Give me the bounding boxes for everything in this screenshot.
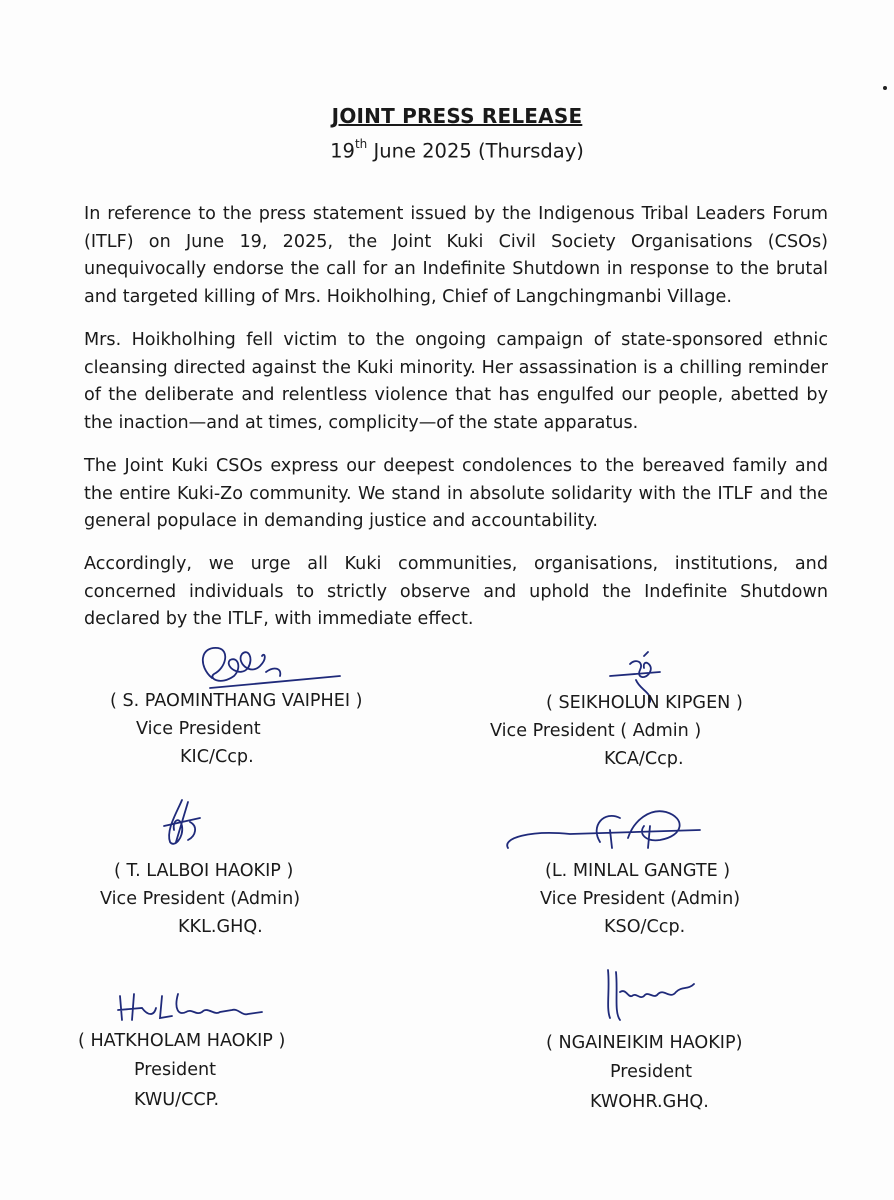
signature-hatkholam — [112, 986, 272, 1030]
signatory-3-position: Vice President (Admin) — [100, 889, 301, 909]
signatory-6-name: ( NGAINEIKIM HAOKIP) — [546, 1033, 743, 1053]
signatory-5-name: ( HATKHOLAM HAOKIP ) — [78, 1031, 286, 1051]
signatory-2-name: ( SEIKHOLUN KIPGEN ) — [546, 693, 743, 713]
stray-mark — [883, 86, 887, 90]
signatory-1-name: ( S. PAOMINTHANG VAIPHEI ) — [110, 691, 363, 711]
date-day: 19 — [330, 139, 355, 163]
signatory-4-name: (L. MINLAL GANGTE ) — [545, 861, 731, 881]
document-title: JOINT PRESS RELEASE — [331, 104, 583, 128]
signatory-6-org: KWOHR.GHQ. — [590, 1092, 709, 1112]
signatory-4-position: Vice President (Admin) — [540, 889, 741, 909]
signatory-3-org: KKL.GHQ. — [178, 917, 263, 937]
signature-ngaineikim — [596, 962, 706, 1026]
paragraph-2: Mrs. Hoikholhing fell victim to the ongoing campaign of state-sponsored ethnic cleansing directed against the Kuki minority. Her assassination is a chilling reminder of the deliberate and relentless violence that has engulfed our people, abetted by the inaction—and at times, complicity—of the state apparatus. — [84, 330, 828, 433]
paragraph-1: In reference to the press statement issued by the Indigenous Tribal Leaders Forum (ITLF) on June 19, 2025, the Joint Kuki Civil Society Organisations (CSOs) unequivocally endorse the call for an Indefinite Shutdown in response to the brutal and targeted killing of Mrs. Hoikholhing, Chief of Langchingmanbi Village. — [84, 204, 828, 307]
signature-lalboi — [152, 796, 212, 852]
signatory-2-org: KCA/Ccp. — [604, 749, 684, 769]
signatory-4-org: KSO/Ccp. — [604, 917, 686, 937]
signatory-5-org: KWU/CCP. — [134, 1090, 220, 1110]
signature-minlal — [500, 790, 720, 862]
signatory-6-position: President — [610, 1062, 693, 1082]
signatory-1-position: Vice President — [136, 719, 261, 739]
date-suffix: th — [354, 137, 368, 151]
signatory-1-org: KIC/Ccp. — [180, 747, 254, 767]
signatory-2-position: Vice President ( Admin ) — [490, 721, 702, 741]
paragraph-3: The Joint Kuki CSOs express our deepest condolences to the bereaved family and the entire Kuki-Zo community. We stand in absolute solidarity with the ITLF and the general populace in demanding justice and accountability. — [84, 456, 828, 531]
signatory-5-position: President — [134, 1060, 217, 1080]
date-rest: June 2025 (Thursday) — [367, 139, 584, 163]
signatory-3-name: ( T. LALBOI HAOKIP ) — [114, 861, 294, 881]
paragraph-4: Accordingly, we urge all Kuki communities, organisations, institutions, and concerned individuals to strictly observe and uphold the Indefinite Shutdown declared by the ITLF, with immediate effect. — [84, 554, 828, 629]
document-date — [0, 139, 894, 163]
